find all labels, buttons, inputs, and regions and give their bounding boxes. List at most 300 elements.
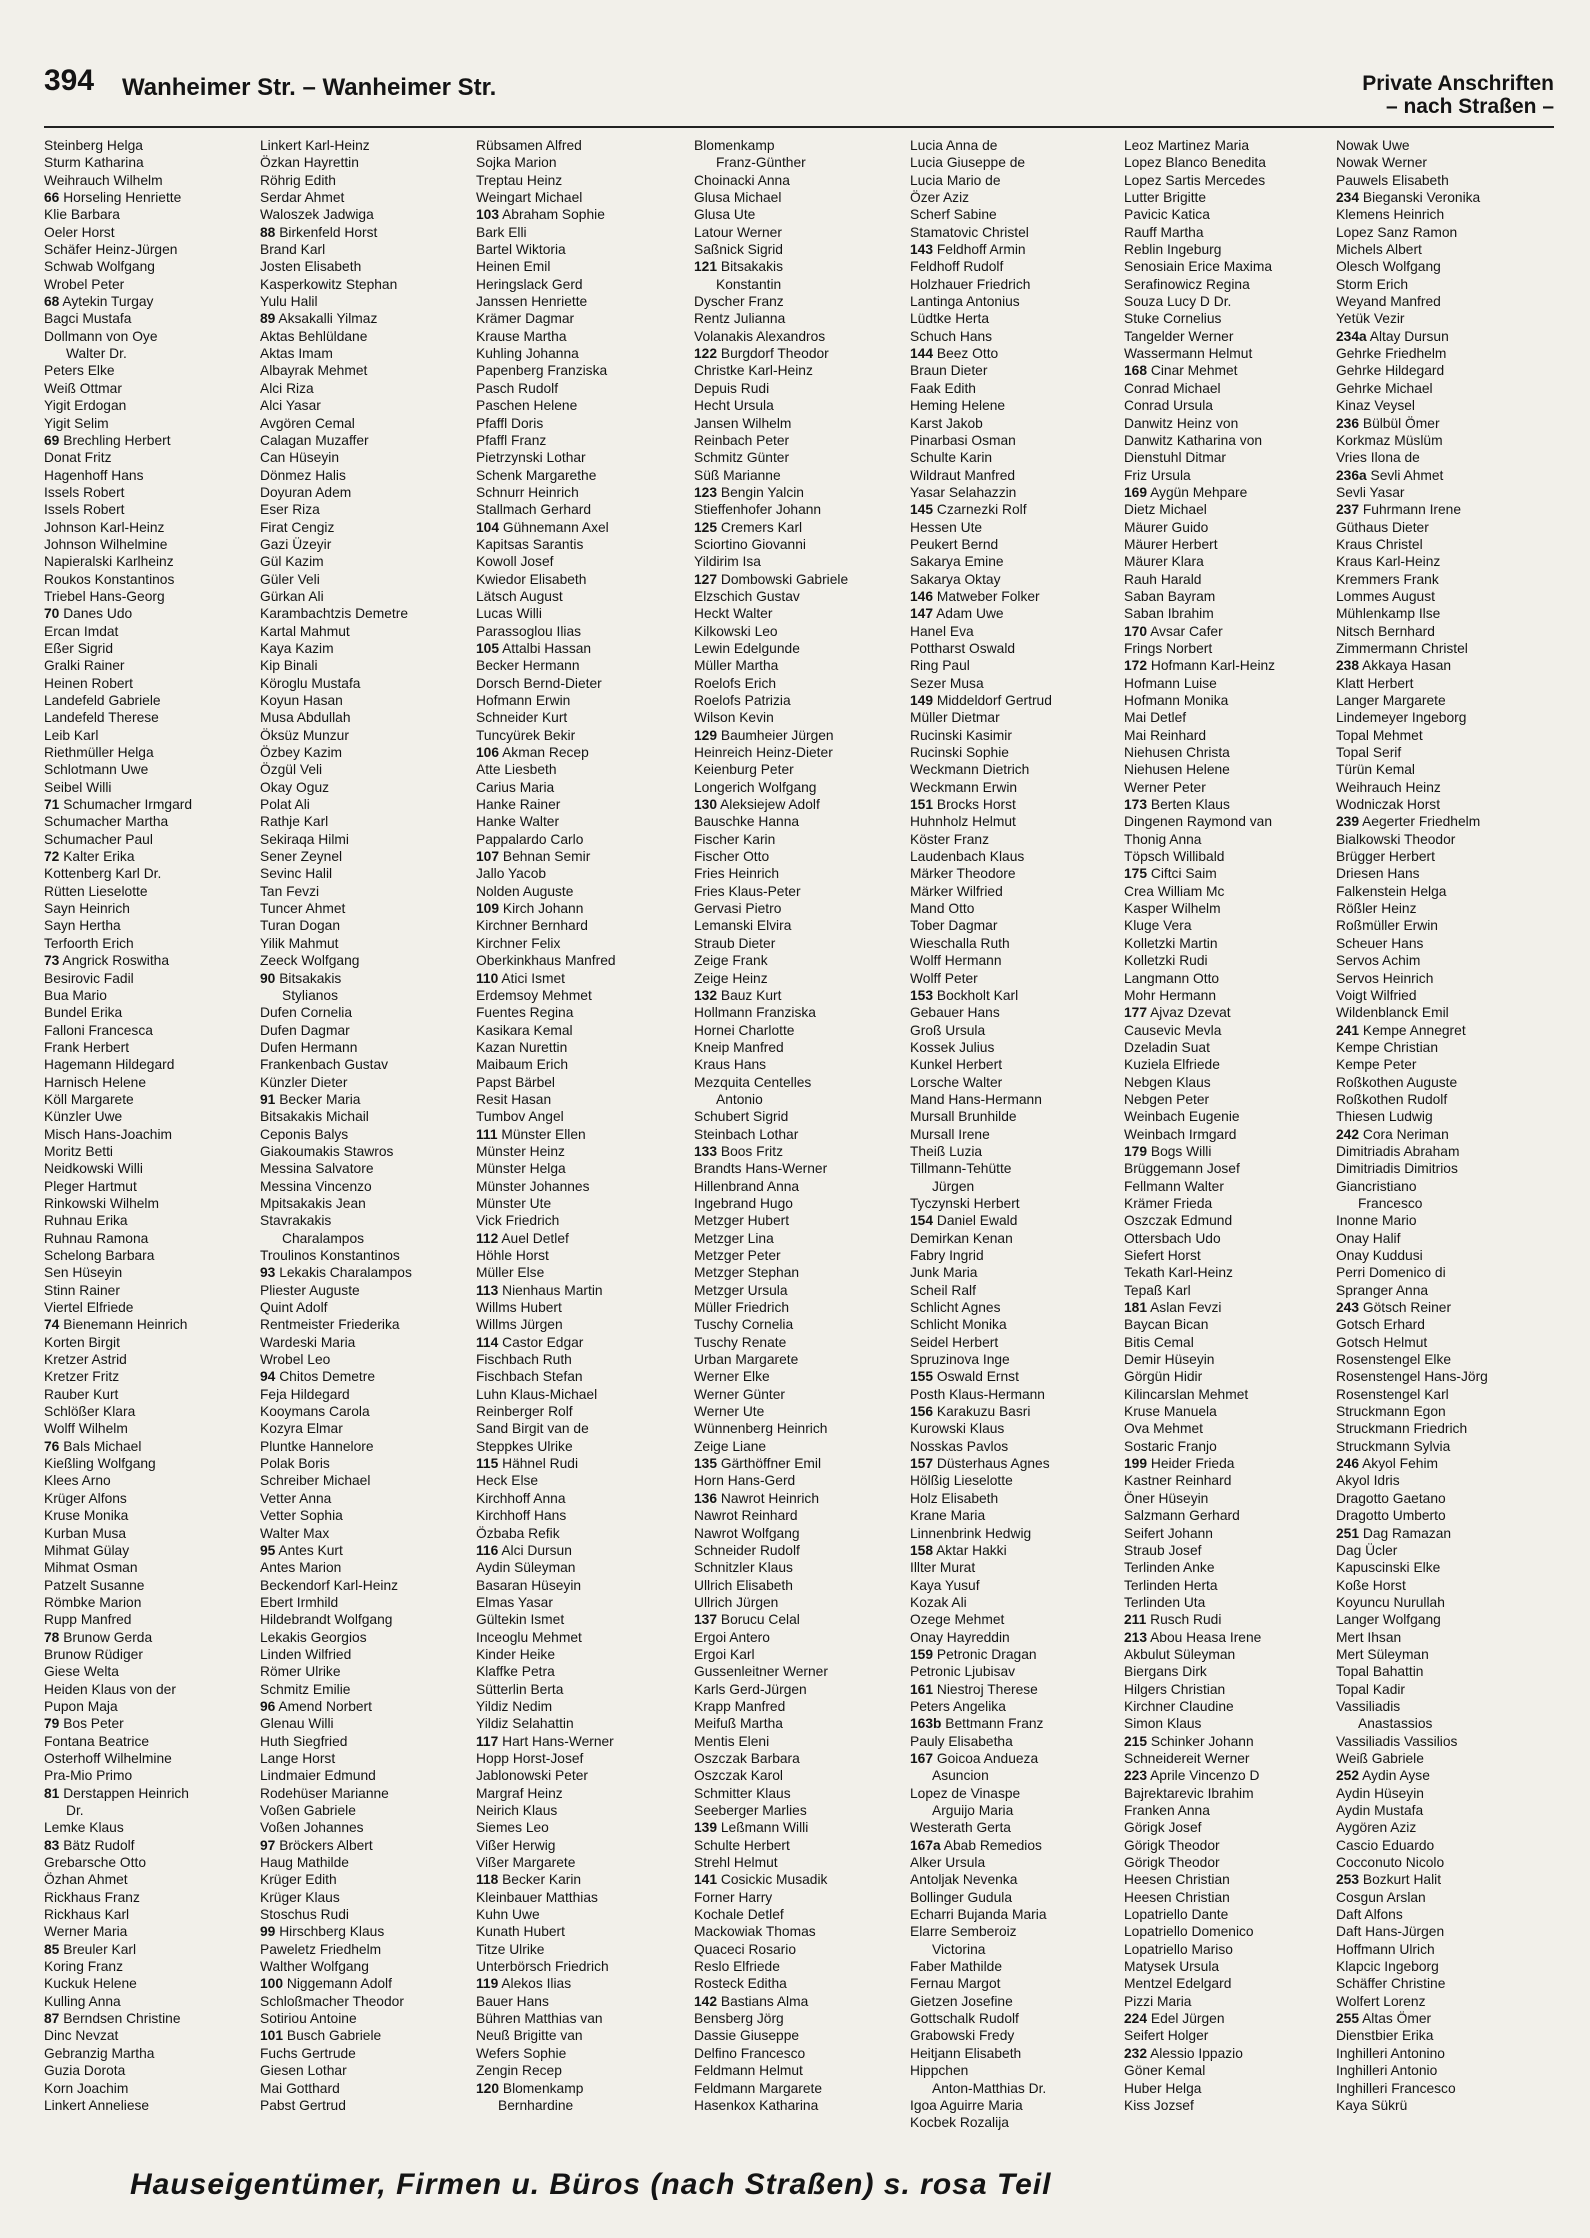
- directory-entry: Lopatriello Mariso: [1124, 1941, 1233, 1957]
- directory-entry: Tuncyürek Bekir: [476, 727, 576, 743]
- house-number: 236: [1336, 415, 1360, 431]
- directory-entry: Onay Kuddusi: [1336, 1248, 1423, 1263]
- directory-entry: Schlicht Monika: [910, 1317, 1007, 1333]
- directory-entry: Hanke Walter: [476, 814, 560, 830]
- house-number: 111: [476, 1126, 498, 1142]
- directory-entry: Bernhardine: [498, 2097, 574, 2113]
- directory-entry: Öksüz Munzur: [260, 727, 349, 743]
- directory-entry: Peters Angelika: [910, 1698, 1006, 1714]
- directory-entry: 103 Abraham Sophie: [476, 207, 605, 223]
- directory-entry: 246 Akyol Fehim: [1336, 1456, 1439, 1472]
- directory-entry: 145 Czarnezki Rolf: [910, 502, 1027, 518]
- directory-entry: Vetter Anna: [260, 1490, 332, 1506]
- directory-entry: Dassie Giuseppe: [694, 2028, 800, 2044]
- directory-entry: Mezquita Centelles: [694, 1074, 812, 1090]
- directory-entry: Pottharst Oswald: [910, 640, 1016, 656]
- directory-entry: Sotiriou Antoine: [260, 2011, 357, 2027]
- directory-entry: Schulte Herbert: [694, 1837, 790, 1853]
- directory-entry: Saban Ibrahim: [1124, 606, 1214, 622]
- directory-entry: Schlößer Klara: [44, 1404, 136, 1420]
- directory-entry: Akbulut Süleyman: [1124, 1646, 1236, 1662]
- directory-entry: Kolletzki Martin: [1124, 935, 1218, 951]
- directory-entry: Kuhn Uwe: [476, 1907, 540, 1923]
- directory-entry: 151 Brocks Horst: [910, 797, 1016, 813]
- directory-entry: Türün Kemal: [1336, 762, 1415, 778]
- directory-entry: Pra-Mio Primo: [44, 1768, 133, 1784]
- directory-entry: Lantinga Antonius: [910, 294, 1020, 310]
- directory-entry: Künzler Uwe: [44, 1109, 123, 1125]
- directory-entry: Münster Ute: [476, 1195, 552, 1211]
- directory-entry: Conrad Ursula: [1124, 398, 1213, 414]
- house-number: 73: [44, 953, 60, 969]
- directory-entry: Lätsch August: [476, 588, 563, 604]
- directory-entry: Feldmann Margarete: [694, 2080, 823, 2096]
- directory-entry: Polat Ali: [260, 797, 310, 813]
- directory-entry: Bauer Hans: [476, 1993, 549, 2009]
- directory-entry: Fuentes Regina: [476, 1005, 574, 1021]
- house-number: 159: [910, 1646, 934, 1662]
- directory-entry: 93 Lekakis Charalampos: [260, 1265, 412, 1281]
- directory-entry: Kasper Wilhelm: [1124, 901, 1221, 917]
- directory-entry: Sezer Musa: [910, 675, 984, 691]
- directory-entry: Lemanski Elvira: [694, 918, 792, 934]
- directory-entry: Oszczak Barbara: [694, 1750, 800, 1766]
- directory-entry: Kleinbauer Matthias: [476, 1889, 598, 1905]
- house-number: 156: [910, 1404, 934, 1420]
- directory-entry: Frank Herbert: [44, 1039, 130, 1055]
- directory-entry: Giakoumakis Stawros: [260, 1143, 394, 1159]
- directory-entry: Wolfert Lorenz: [1336, 1993, 1426, 2009]
- directory-entry: Mentzel Edelgard: [1124, 1976, 1232, 1992]
- house-number: 97: [260, 1837, 276, 1853]
- house-number: 234: [1336, 190, 1360, 206]
- directory-entry: Fischbach Stefan: [476, 1369, 583, 1385]
- directory-entry: Kip Binali: [260, 658, 318, 674]
- directory-entry: Pietrzynski Lothar: [476, 450, 586, 466]
- directory-entry: Danwitz Katharina von: [1124, 432, 1263, 448]
- directory-entry: Bollinger Gudula: [910, 1889, 1013, 1905]
- directory-entry: 211 Rusch Rudi: [1124, 1612, 1222, 1628]
- directory-entry: Zeige Frank: [694, 953, 768, 969]
- directory-entry: Tumbov Angel: [476, 1109, 564, 1125]
- directory-entry: 78 Brunow Gerda: [44, 1629, 153, 1645]
- directory-entry: Harnisch Helene: [44, 1074, 146, 1090]
- directory-entry: Demir Hüseyin: [1124, 1352, 1215, 1368]
- directory-entry: Triebel Hans-Georg: [44, 588, 165, 604]
- directory-entry: Märker Wilfried: [910, 883, 1003, 899]
- directory-entry: Voigt Wilfried: [1336, 987, 1417, 1003]
- directory-entry: Westerath Gerta: [910, 1820, 1011, 1836]
- directory-entry: Yildiz Nedim: [476, 1698, 553, 1714]
- directory-entry: Walter Max: [260, 1525, 330, 1541]
- house-number: 115: [476, 1456, 499, 1472]
- directory-entry: Römer Ulrike: [260, 1664, 341, 1680]
- directory-entry: Schmitz Emilie: [260, 1681, 351, 1697]
- directory-columns: [44, 137, 1554, 2131]
- directory-entry: Troulinos Konstantinos: [260, 1248, 400, 1263]
- directory-entry: 71 Schumacher Irmgard: [44, 797, 193, 813]
- directory-entry: Cocconuto Nicolo: [1336, 1855, 1445, 1871]
- directory-entry: Lommes August: [1336, 588, 1435, 604]
- directory-entry: 132 Bauz Kurt: [694, 987, 782, 1003]
- directory-entry: Kwiedor Elisabeth: [476, 571, 587, 587]
- directory-entry: Fernau Margot: [910, 1976, 1001, 1992]
- house-number: 89: [260, 311, 276, 327]
- house-number: 103: [476, 207, 500, 223]
- directory-entry: 112 Auel Detlef: [476, 1230, 569, 1246]
- directory-entry: Eser Riza: [260, 502, 320, 518]
- directory-entry: Zengin Recep: [476, 2063, 562, 2079]
- directory-entry: Mihmat Osman: [44, 1560, 138, 1576]
- directory-entry: Yildiz Selahattin: [476, 1716, 574, 1732]
- house-number: 72: [44, 849, 60, 865]
- directory-entry: Servos Achim: [1336, 953, 1421, 969]
- directory-entry: Quint Adolf: [260, 1300, 328, 1316]
- directory-entry: Sener Zeynel: [260, 849, 343, 865]
- directory-entry: Onay Halif: [1336, 1230, 1401, 1246]
- directory-entry: 121 Bitsakakis: [694, 259, 783, 275]
- directory-entry: 158 Aktar Hakki: [910, 1542, 1007, 1558]
- directory-entry: Münster Heinz: [476, 1143, 565, 1159]
- directory-entry: Avgören Cemal: [260, 415, 355, 431]
- directory-entry: Werner Peter: [1124, 779, 1206, 795]
- directory-entry: Dollmann von Oye: [44, 328, 158, 344]
- house-number: 69: [44, 432, 60, 448]
- directory-entry: 94 Chitos Demetre: [260, 1369, 376, 1385]
- directory-entry: 175 Ciftci Saim: [1124, 866, 1217, 882]
- directory-entry: Inghilleri Francesco: [1336, 2080, 1456, 2096]
- directory-entry: Kuziela Elfriede: [1124, 1057, 1220, 1073]
- directory-entry: Johnson Karl-Heinz: [44, 519, 165, 535]
- directory-entry: Matysek Ursula: [1124, 1959, 1220, 1975]
- directory-entry: Öner Hüseyin: [1124, 1490, 1209, 1506]
- directory-entry: Lorsche Walter: [910, 1074, 1003, 1090]
- directory-entry: Klatt Herbert: [1336, 675, 1414, 691]
- house-number: 87: [44, 2011, 60, 2027]
- directory-entry: Luhn Klaus-Michael: [476, 1386, 598, 1402]
- directory-entry: Driesen Hans: [1336, 866, 1420, 882]
- directory-column-1: [44, 137, 254, 2114]
- rubric-line-1: Private Anschriften: [1362, 72, 1554, 95]
- directory-entry: Güler Veli: [260, 571, 320, 587]
- directory-entry: Guzia Dorota: [44, 2063, 126, 2079]
- house-number: 238: [1336, 658, 1360, 674]
- directory-entry: Ottersbach Udo: [1124, 1230, 1221, 1246]
- directory-entry: Heesen Christian: [1124, 1872, 1230, 1888]
- directory-entry: Reinbach Peter: [694, 432, 790, 448]
- directory-entry: Gietzen Josefine: [910, 1993, 1013, 2009]
- house-number: 99: [260, 1924, 276, 1940]
- header-rule: [44, 126, 1554, 128]
- directory-entry: Vetter Sophia: [260, 1508, 343, 1524]
- directory-entry: Terlinden Uta: [1124, 1594, 1206, 1610]
- directory-entry: Steinberg Helga: [44, 138, 143, 153]
- directory-entry: Yilik Mahmut: [260, 935, 339, 951]
- directory-entry: Janssen Henriette: [476, 294, 588, 310]
- page-header: [44, 58, 1554, 128]
- directory-entry: Nosskas Pavlos: [910, 1438, 1009, 1454]
- directory-entry: Pupon Maja: [44, 1698, 118, 1714]
- directory-entry: 110 Atici Ismet: [476, 970, 565, 986]
- directory-entry: Mai Detlef: [1124, 710, 1187, 726]
- directory-entry: Dinc Nevzat: [44, 2028, 119, 2044]
- directory-entry: 144 Beez Otto: [910, 346, 999, 362]
- directory-entry: Scherf Sabine: [910, 207, 997, 223]
- directory-entry: Bajrektarevic Ibrahim: [1124, 1785, 1254, 1801]
- directory-entry: Sevli Yasar: [1336, 484, 1405, 500]
- directory-entry: Grabowski Fredy: [910, 2028, 1015, 2044]
- directory-entry: 255 Altas Ömer: [1336, 2011, 1432, 2027]
- directory-entry: Hecht Ursula: [694, 398, 774, 414]
- directory-entry: Stuke Cornelius: [1124, 311, 1222, 327]
- directory-entry: Bitis Cemal: [1124, 1334, 1194, 1350]
- directory-entry: Heitjann Elisabeth: [910, 2045, 1022, 2061]
- directory-entry: Zimmermann Christel: [1336, 640, 1468, 656]
- directory-entry: Aydin Mustafa: [1336, 1803, 1424, 1818]
- directory-entry: Yigit Erdogan: [44, 398, 127, 414]
- directory-entry: Sturm Katharina: [44, 155, 144, 171]
- directory-entry: Heesen Christian: [1124, 1889, 1230, 1905]
- directory-entry: Weinbach Eugenie: [1124, 1109, 1240, 1125]
- directory-entry: Koring Franz: [44, 1959, 123, 1975]
- directory-entry: Tyczynski Herbert: [910, 1195, 1020, 1211]
- directory-entry: Messina Salvatore: [260, 1161, 374, 1177]
- directory-entry: Heringslack Gerd: [476, 276, 583, 292]
- directory-entry: Pleger Hartmut: [44, 1178, 137, 1194]
- directory-entry: Kilincarslan Mehmet: [1124, 1386, 1249, 1402]
- directory-entry: 89 Aksakalli Yilmaz: [260, 311, 378, 327]
- directory-entry: Pavicic Katica: [1124, 207, 1210, 223]
- directory-entry: Frankenbach Gustav: [260, 1057, 389, 1073]
- directory-entry: Dag Ücler: [1336, 1542, 1398, 1558]
- directory-entry: Schumacher Paul: [44, 831, 153, 847]
- directory-entry: Märker Theodore: [910, 866, 1016, 882]
- house-number: 168: [1124, 363, 1148, 379]
- directory-entry: Roukos Konstantinos: [44, 571, 175, 587]
- directory-entry: Dimitriadis Dimitrios: [1336, 1161, 1458, 1177]
- directory-entry: Kraus Christel: [1336, 536, 1423, 552]
- directory-entry: Daft Hans-Jürgen: [1336, 1924, 1445, 1940]
- directory-entry: Rentz Julianna: [694, 311, 786, 327]
- directory-entry: Wolff Hermann: [910, 953, 1002, 969]
- directory-entry: Lopez Sartis Mercedes: [1124, 172, 1266, 188]
- directory-entry: Dufen Cornelia: [260, 1005, 353, 1021]
- directory-entry: Bauschke Hanna: [694, 814, 800, 830]
- directory-entry: Kasperkowitz Stephan: [260, 276, 398, 292]
- directory-entry: Rößler Heinz: [1336, 901, 1417, 917]
- directory-entry: Gottschalk Rudolf: [910, 2011, 1019, 2027]
- directory-entry: Elmas Yasar: [476, 1594, 553, 1610]
- directory-entry: Schmitz Günter: [694, 450, 790, 466]
- directory-entry: Aydin Hüseyin: [1336, 1785, 1424, 1801]
- directory-entry: Dimitriadis Abraham: [1336, 1143, 1460, 1159]
- directory-entry: Dr.: [66, 1803, 84, 1818]
- directory-entry: Strehl Helmut: [694, 1855, 778, 1871]
- directory-entry: Kowoll Josef: [476, 554, 554, 570]
- house-number: 215: [1124, 1733, 1148, 1749]
- directory-entry: Blomenkamp: [694, 138, 775, 153]
- directory-entry: 172 Hofmann Karl-Heinz: [1124, 658, 1276, 674]
- directory-entry: Gervasi Pietro: [694, 901, 782, 917]
- directory-entry: Bitsakakis Michail: [260, 1109, 369, 1125]
- directory-entry: 106 Akman Recep: [476, 745, 589, 761]
- directory-entry: Koße Horst: [1336, 1577, 1406, 1593]
- directory-entry: Fries Klaus-Peter: [694, 883, 801, 899]
- directory-entry: Saßnick Sigrid: [694, 242, 783, 258]
- directory-entry: Lopatriello Dante: [1124, 1907, 1229, 1923]
- directory-entry: Glusa Michael: [694, 190, 782, 206]
- directory-entry: Patzelt Susanne: [44, 1577, 145, 1593]
- directory-entry: Özkan Hayrettin: [260, 155, 359, 171]
- directory-entry: Lüdtke Herta: [910, 311, 989, 327]
- directory-entry: Lucia Mario de: [910, 172, 1001, 188]
- directory-entry: 237 Fuhrmann Irene: [1336, 502, 1462, 518]
- directory-entry: Gebranzig Martha: [44, 2045, 155, 2061]
- directory-entry: Elzschich Gustav: [694, 588, 800, 604]
- directory-entry: Weckmann Erwin: [910, 779, 1018, 795]
- directory-entry: Hippchen: [910, 2063, 969, 2079]
- directory-entry: Schäfer Heinz-Jürgen: [44, 242, 178, 258]
- house-number: 146: [910, 588, 934, 604]
- directory-entry: Hagenhoff Hans: [44, 467, 144, 483]
- directory-entry: Gebauer Hans: [910, 1005, 1000, 1021]
- directory-entry: 153 Bockholt Karl: [910, 987, 1019, 1003]
- directory-entry: Dzeladin Suat: [1124, 1039, 1210, 1055]
- directory-entry: Struckmann Egon: [1336, 1404, 1446, 1420]
- directory-entry: Sen Hüseyin: [44, 1265, 123, 1281]
- house-number: 237: [1336, 502, 1360, 518]
- house-number: 83: [44, 1837, 60, 1853]
- house-number: 133: [694, 1143, 718, 1159]
- directory-entry: Stavrakakis: [260, 1213, 332, 1229]
- directory-entry: Becker Hermann: [476, 658, 580, 674]
- directory-entry: Scheil Ralf: [910, 1282, 976, 1298]
- directory-entry: Zeige Liane: [694, 1438, 767, 1454]
- directory-entry: Kunkel Herbert: [910, 1057, 1003, 1073]
- directory-entry: Pappalardo Carlo: [476, 831, 584, 847]
- directory-entry: Kozak Ali: [910, 1594, 967, 1610]
- directory-entry: Linkert Anneliese: [44, 2097, 150, 2113]
- directory-entry: Tuschy Renate: [694, 1334, 787, 1350]
- directory-entry: Kempe Christian: [1336, 1039, 1438, 1055]
- house-number: 144: [910, 346, 934, 362]
- house-number: 91: [260, 1091, 276, 1107]
- directory-entry: Vißer Herwig: [476, 1837, 556, 1853]
- directory-entry: Tepaß Karl: [1124, 1282, 1191, 1298]
- directory-entry: Hoffmann Ulrich: [1336, 1941, 1435, 1957]
- directory-entry: 223 Aprile Vincenzo D: [1124, 1768, 1260, 1784]
- directory-entry: Özer Aziz: [910, 190, 970, 206]
- directory-column-3: [476, 137, 686, 2114]
- directory-entry: Moritz Betti: [44, 1143, 113, 1159]
- directory-entry: Jallo Yacob: [476, 866, 547, 882]
- directory-entry: Antoljak Nevenka: [910, 1872, 1018, 1888]
- directory-entry: Dietz Michael: [1124, 502, 1207, 518]
- directory-entry: 97 Bröckers Albert: [260, 1837, 373, 1853]
- directory-entry: 139 Leßmann Willi: [694, 1820, 809, 1836]
- directory-entry: Schnitzler Klaus: [694, 1560, 793, 1576]
- directory-entry: Mäurer Guido: [1124, 519, 1209, 535]
- directory-entry: Güthaus Dieter: [1336, 519, 1429, 535]
- directory-entry: 239 Aegerter Friedhelm: [1336, 814, 1481, 830]
- directory-entry: Perri Domenico di: [1336, 1265, 1446, 1281]
- directory-entry: Dufen Dagmar: [260, 1022, 350, 1038]
- directory-entry: Pauly Elisabetha: [910, 1733, 1013, 1749]
- directory-entry: Brunow Rüdiger: [44, 1646, 143, 1662]
- directory-entry: Ingebrand Hugo: [694, 1195, 793, 1211]
- directory-entry: 122 Burgdorf Theodor: [694, 346, 829, 362]
- directory-entry: Klees Arno: [44, 1473, 111, 1489]
- directory-entry: Basaran Hüseyin: [476, 1577, 582, 1593]
- directory-entry: Kozyra Elmar: [260, 1421, 343, 1437]
- directory-entry: 154 Daniel Ewald: [910, 1213, 1018, 1229]
- house-number: 172: [1124, 658, 1148, 674]
- directory-entry: Rodehüser Marianne: [260, 1785, 389, 1801]
- directory-entry: Vassiliadis: [1336, 1698, 1401, 1714]
- directory-entry: Hölßig Lieselotte: [910, 1473, 1013, 1489]
- directory-entry: 70 Danes Udo: [44, 606, 133, 622]
- directory-entry: Bialkowski Theodor: [1336, 831, 1456, 847]
- directory-entry: Spranger Anna: [1336, 1282, 1429, 1298]
- directory-entry: Elarre Semberoiz: [910, 1924, 1017, 1940]
- directory-entry: Maibaum Erich: [476, 1057, 569, 1073]
- directory-entry: Topal Kadir: [1336, 1681, 1406, 1697]
- directory-entry: Musa Abdullah: [260, 710, 351, 726]
- house-number: 119: [476, 1976, 499, 1992]
- house-number: 117: [476, 1733, 499, 1749]
- directory-entry: 99 Hirschberg Klaus: [260, 1924, 385, 1940]
- directory-entry: Stinn Rainer: [44, 1282, 120, 1298]
- directory-entry: Mohr Hermann: [1124, 987, 1217, 1003]
- directory-entry: Latour Werner: [694, 224, 782, 240]
- directory-entry: Görigk Theodor: [1124, 1855, 1220, 1871]
- directory-entry: Klapcic Ingeborg: [1336, 1959, 1439, 1975]
- directory-entry: Korten Birgit: [44, 1334, 120, 1350]
- directory-entry: Tuncer Ahmet: [260, 901, 346, 917]
- house-number: 167: [910, 1750, 934, 1766]
- directory-entry: Anastassios: [1358, 1716, 1433, 1732]
- directory-entry: 159 Petronic Dragan: [910, 1646, 1037, 1662]
- directory-entry: Hornei Charlotte: [694, 1022, 795, 1038]
- directory-entry: Huth Siegfried: [260, 1733, 348, 1749]
- directory-entry: Senosiain Erice Maxima: [1124, 259, 1272, 275]
- house-number: 85: [44, 1941, 60, 1957]
- house-number: 123: [694, 484, 718, 500]
- house-number: 157: [910, 1456, 934, 1472]
- directory-entry: Heming Helene: [910, 398, 1006, 414]
- directory-entry: Kapitsas Sarantis: [476, 536, 584, 552]
- directory-entry: 91 Becker Maria: [260, 1091, 361, 1107]
- directory-entry: Krämer Dagmar: [476, 311, 575, 327]
- directory-entry: Pasch Rudolf: [476, 380, 559, 396]
- house-number: 181: [1124, 1300, 1148, 1316]
- directory-entry: Nebgen Klaus: [1124, 1074, 1211, 1090]
- directory-entry: Feldhoff Rudolf: [910, 259, 1004, 275]
- directory-entry: Nowak Werner: [1336, 155, 1427, 171]
- directory-entry: Weyand Manfred: [1336, 294, 1441, 310]
- directory-entry: Ullrich Elisabeth: [694, 1577, 793, 1593]
- directory-entry: Feldmann Helmut: [694, 2063, 803, 2079]
- directory-entry: Napieralski Karlheinz: [44, 554, 174, 570]
- house-number: 141: [694, 1872, 718, 1888]
- house-number: 213: [1124, 1629, 1148, 1645]
- directory-entry: 177 Ajvaz Dzevat: [1124, 1005, 1231, 1021]
- street-range-title: Wanheimer Str. – Wanheimer Str.: [122, 74, 497, 101]
- directory-entry: Saban Bayram: [1124, 588, 1216, 604]
- directory-entry: 146 Matweber Folker: [910, 588, 1040, 604]
- directory-entry: Willms Jürgen: [476, 1317, 563, 1333]
- directory-entry: Bark Elli: [476, 224, 527, 240]
